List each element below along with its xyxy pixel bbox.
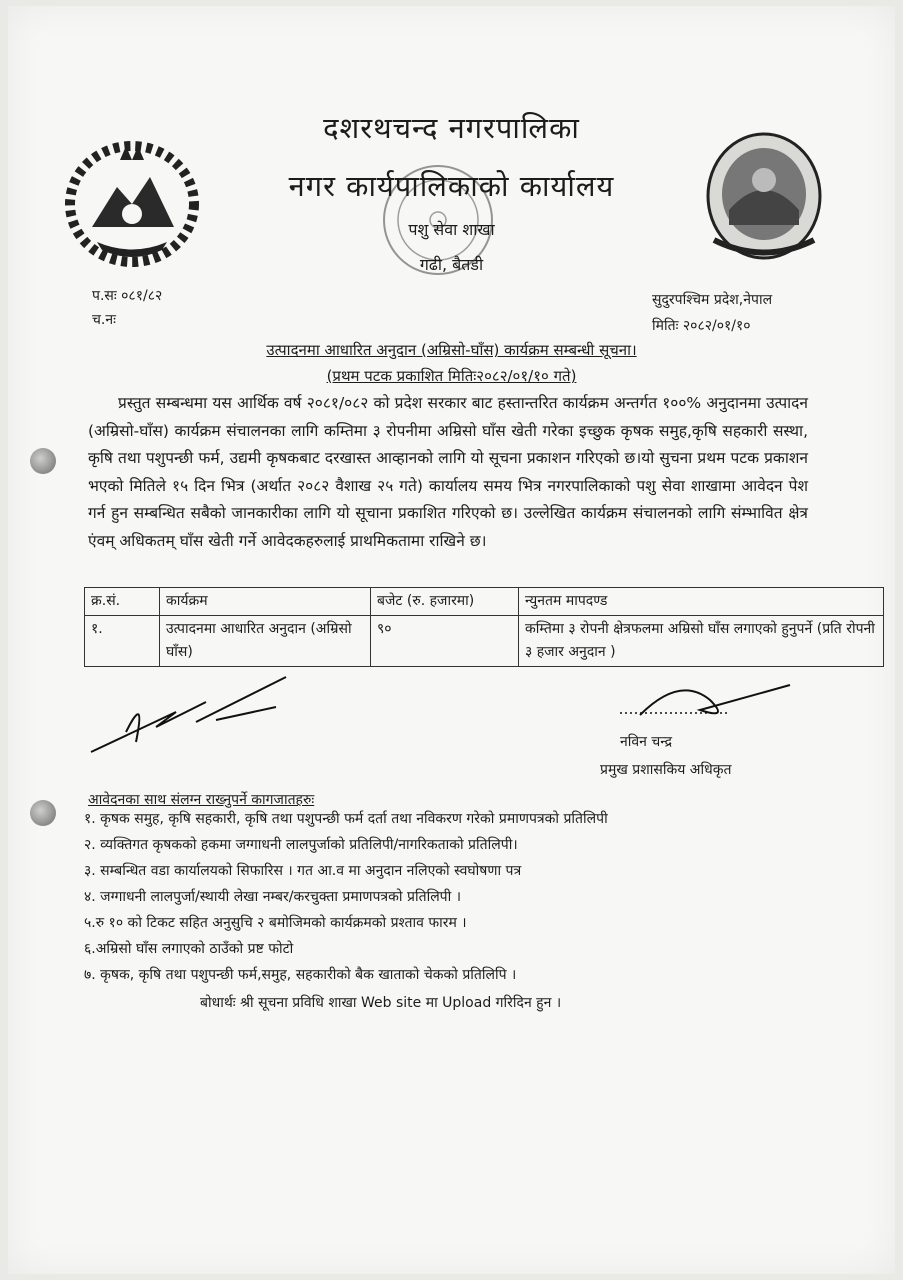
municipality-name: दशरथचन्द नगरपालिका: [323, 111, 580, 145]
right-signature-icon: [620, 665, 810, 735]
list-item: ५.रु १० को टिकट सहित अनुसुचि २ बमोजिमको कार्यक्रमको प्रश्ताव फारम ।: [84, 915, 467, 931]
office-location: गढी, बैतडी: [419, 255, 484, 274]
table-cell: १.: [85, 616, 160, 667]
notice-body: प्रस्तुत सम्बन्धमा यस आर्थिक वर्ष २०८१/०८२ को प्रदेश सरकार बाट हस्तान्तरित कार्यक्रम अन्तर्गत १००% अनुदानमा उत्पादन (अम्रिसो-घाँस) कार्यक्रम संचालनका लागि कम्तिमा ३ रोपनीमा अम्रिसो घाँस खेती गरेका इच्छुक कृषक समुह,कृषि सहकारी सस्था, कृषि तथा पशुपन्छी फर्म, उद्यमी कृषकबाट दरखास्त आव्हानको लागि यो सूचना प्रकाशन गरिएको छ।यो सुचना प्रथम पटक प्रकाशन भएको मितिले १५ दिन भित्र (अर्थात २०८२ वैशाख २५ गते) कार्यालय समय भित्र नगरपालिकाको पशु सेवा शाखामा आवेदन पेश गर्न हुन सम्बन्धित सबैको जानकारीका लागि यो सूचाना प्रकाशित गरिएको छ। उल्लेखित कार्यक्रम संचालनको लागि संम्भावित क्षेत्र एंवम् अधिकतम् घाँस खेती गर्ने आवेदकहरुलाई प्राथमिकतामा राखिने छ।: [88, 394, 808, 550]
notice-title: उत्पादनमा आधारित अनुदान (अम्रिसो-घाँस) कार्यक्रम सम्बन्धी सूचना।: [266, 341, 637, 359]
list-item: २. व्यक्तिगत कृषकको हकमा जग्गाधनी लालपुर्जाको प्रतिलिपी/नागरिकताको प्रतिलिपी।: [84, 837, 518, 853]
program-table: [84, 587, 884, 667]
table-cell: उत्पादनमा आधारित अनुदान (अम्रिसो घाँस): [160, 616, 371, 667]
office-name: नगर कार्यपालिकाको कार्यालय: [288, 169, 615, 203]
documents-list: [84, 806, 844, 988]
punch-hole-top: [30, 448, 56, 474]
list-item: ३. सम्बन्धित वडा कार्यालयको सिफारिस । गत आ.व मा अनुदान नलिएको स्वघोषणा पत्र: [84, 863, 522, 879]
signatory-name: नविन चन्द्र: [620, 734, 673, 750]
punch-hole-bottom: [30, 800, 56, 826]
list-item: ६.अम्रिसो घाँस लगाएको ठाउँको प्रष्ट फोटो: [84, 941, 294, 957]
table-header: क्र.सं.: [85, 588, 160, 616]
signatory-title: प्रमुख प्रशासकिय अधिकृत: [600, 762, 732, 778]
table-header: न्युनतम मापदण्ड: [519, 588, 884, 616]
table-header: बजेट (रु. हजारमा): [371, 588, 519, 616]
list-item: १. कृषक समुह, कृषि सहकारी, कृषि तथा पशुपन्छी फर्म दर्ता तथा नविकरण गरेको प्रमाणपत्रको प्रतिलिपी: [84, 811, 608, 827]
table-header: कार्यक्रम: [160, 588, 371, 616]
province-label: सुदुरपश्चिम प्रदेश,नेपाल: [652, 292, 773, 308]
reference-number: प.सः ०८१/८२: [92, 288, 163, 304]
documents-heading: आवेदनका साथ संलग्न राख्नुपर्ने कागजातहरुः: [88, 792, 315, 808]
list-item: ४. जग्गाधनी लालपुर्जा/स्थायी लेखा नम्बर/करचुक्ता प्रमाणपत्रको प्रतिलिपी ।: [84, 889, 462, 905]
table-row: [85, 616, 884, 667]
notice-date: मितिः २०८२/०१/१०: [652, 318, 751, 334]
section-name: पशु सेवा शाखा: [408, 220, 495, 239]
table-cell: कम्तिमा ३ रोपनी क्षेत्रफलमा अम्रिसो घाँस लगाएको हुनुपर्ने (प्रति रोपनी ३ हजार अनुदान ): [519, 616, 884, 667]
table-cell: ९०: [371, 616, 519, 667]
table-header-row: [85, 588, 884, 616]
footnote: बोधार्थः श्री सूचना प्रविधि शाखा Web site मा Upload गरिदिन हुन ।: [200, 995, 562, 1011]
notice-subtitle: (प्रथम पटक प्रकाशित मितिः२०८२/०१/१० गते): [326, 367, 577, 385]
dispatch-number: च.नः: [92, 312, 116, 328]
list-item: ७. कृषक, कृषि तथा पशुपन्छी फर्म,समुह, सहकारीको बैक खाताको चेकको प्रतिलिपि ।: [84, 967, 517, 983]
left-signature-icon: [86, 672, 306, 762]
